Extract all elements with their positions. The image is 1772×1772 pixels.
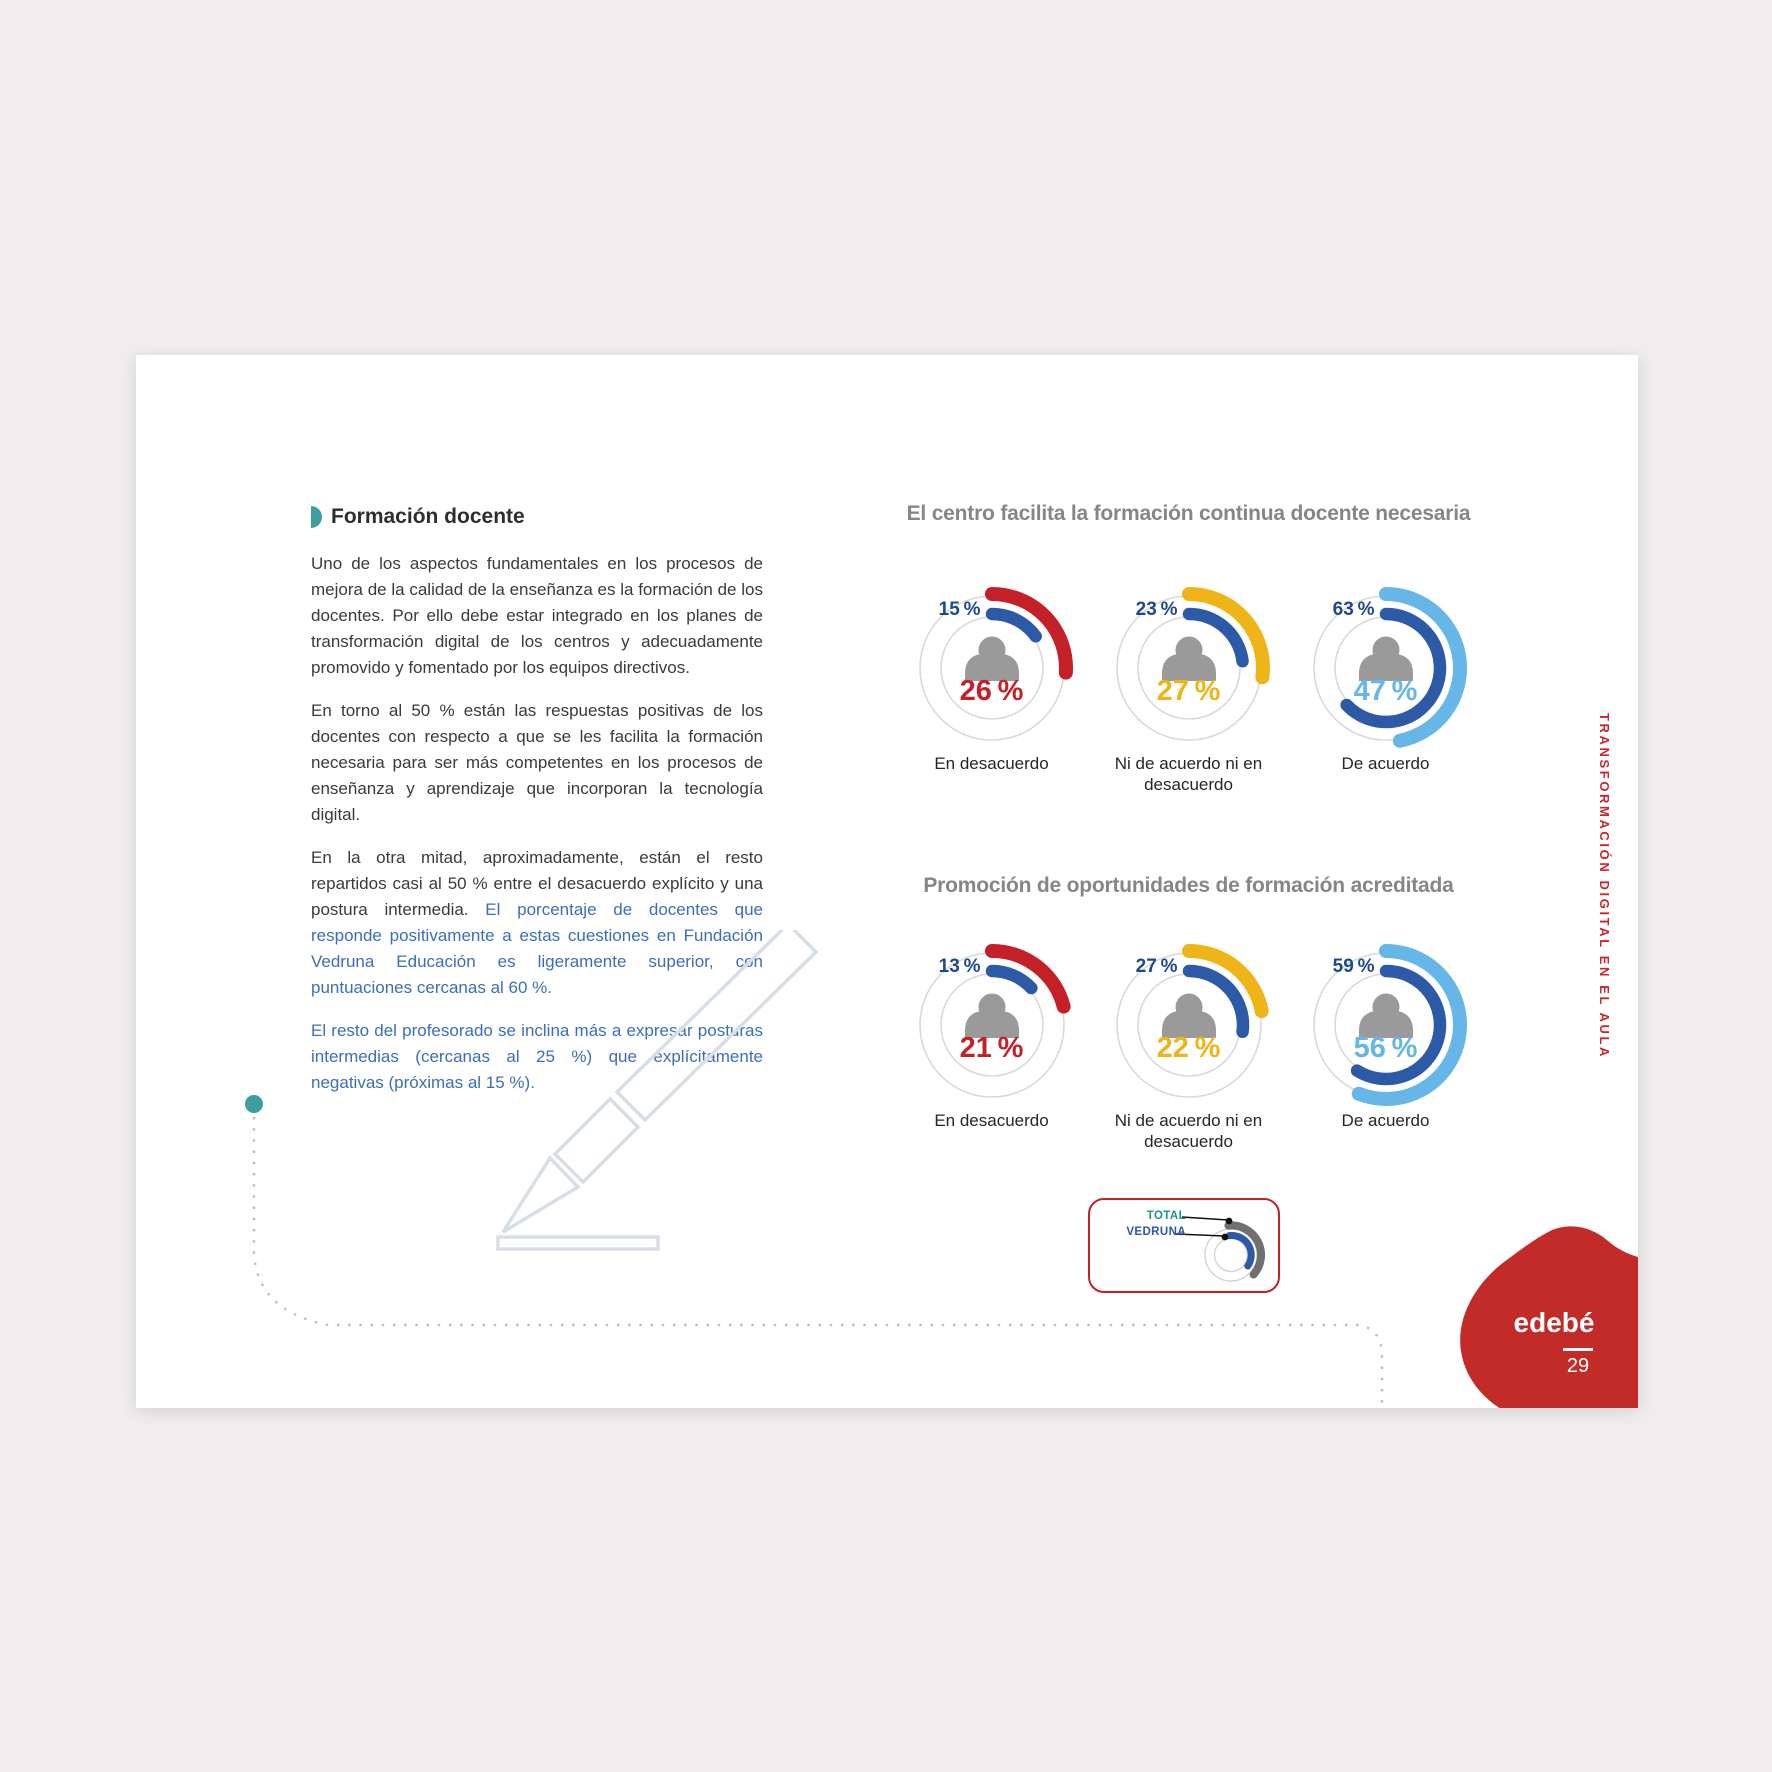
page-number: 29 xyxy=(1566,1355,1590,1377)
gauge-caption: En desacuerdo xyxy=(934,1111,1049,1130)
total-percentage: 56 % xyxy=(1353,1032,1418,1064)
chart-title-1: El centro facilita la formación continua docente necesaria xyxy=(906,502,1471,525)
chart-title-2: Promoción de oportunidades de formación acreditada xyxy=(923,874,1454,897)
gauge-cell xyxy=(893,573,1090,795)
text-column xyxy=(311,505,763,1113)
report-page xyxy=(136,355,1638,1408)
paragraph-1: Uno de los aspectos fundamentales en los procesos de mejora de la calidad de la enseñanza es la formación de los docentes. Por ello debe estar integrado en los planes de transformación digital de los centros y adecuadamente promovido y fomentado por los equipos directivos. xyxy=(311,554,763,677)
donut-gauge xyxy=(897,930,1087,1120)
section-heading xyxy=(311,505,763,529)
teal-dot-icon xyxy=(245,1095,263,1113)
paragraph-4: El resto del profesorado se inclina más a expresar posturas intermedias (cercanas al 25 %) que explícitamente negativas (próximas al 15 %). xyxy=(311,1021,763,1092)
vedruna-percentage: 63 % xyxy=(1332,599,1375,620)
vedruna-percentage: 59 % xyxy=(1332,956,1375,977)
section-heading-label: Formación docente xyxy=(331,505,525,528)
vedruna-percentage: 15 % xyxy=(938,599,981,620)
paragraph-3-black: En la otra mitad, aproximadamente, están el resto repartidos casi al 50 % entre el desacuerdo explícito y una postura intermedia. xyxy=(311,848,763,919)
total-percentage: 22 % xyxy=(1156,1032,1221,1064)
paragraph-3 xyxy=(311,845,763,1001)
paragraph-3-blue: El porcentaje de docentes que responde positivamente a estas cuestiones en Fundación Vedruna Educación es ligeramente superior, con puntuaciones cercanas al 60 %. xyxy=(311,900,763,997)
brand-logo: edebé xyxy=(1513,1307,1595,1338)
gauge-caption: En desacuerdo xyxy=(934,754,1049,773)
gauge-cell xyxy=(1287,930,1484,1152)
gauge-cell xyxy=(1287,573,1484,795)
total-percentage: 47 % xyxy=(1353,675,1418,707)
gauge-cell xyxy=(1090,573,1287,795)
legend-total-label: TOTAL xyxy=(1146,1210,1186,1222)
chart-legend xyxy=(1088,1198,1280,1293)
gauge-caption: Ni de acuerdo ni en desacuerdo xyxy=(1114,754,1263,794)
legend-vedruna-label: VEDRUNA xyxy=(1126,1226,1186,1238)
donut-gauge xyxy=(1094,930,1284,1120)
sidebar-vertical-title: TRANSFORMACIÓN DIGITAL EN EL AULA xyxy=(1597,713,1612,1060)
donut-gauge xyxy=(1291,573,1481,763)
vedruna-percentage: 13 % xyxy=(938,956,981,977)
donut-gauge xyxy=(1291,930,1481,1120)
gauge-cell xyxy=(1090,930,1287,1152)
total-percentage: 27 % xyxy=(1156,675,1221,707)
brand-blob xyxy=(1458,1225,1638,1408)
donut-gauge xyxy=(1094,573,1284,763)
gauge-caption: De acuerdo xyxy=(1341,1111,1430,1130)
total-percentage: 26 % xyxy=(959,675,1024,707)
gauge-cell xyxy=(893,930,1090,1152)
gauge-caption: Ni de acuerdo ni en desacuerdo xyxy=(1114,1111,1263,1151)
total-percentage: 21 % xyxy=(959,1032,1024,1064)
paragraph-2: En torno al 50 % están las respuestas positivas de los docentes con respecto a que se les facilita la formación necesaria para ser más competentes en los procesos de enseñanza y aprendizaje que incorporan la tecnología digital. xyxy=(311,701,763,824)
gauge-caption: De acuerdo xyxy=(1341,754,1430,773)
vedruna-percentage: 23 % xyxy=(1135,599,1178,620)
gauges-row-2 xyxy=(893,930,1484,1152)
donut-gauge xyxy=(897,573,1087,763)
teal-halfcircle-bullet-icon xyxy=(311,506,322,528)
vedruna-percentage: 27 % xyxy=(1135,956,1178,977)
page-number-divider xyxy=(1563,1348,1593,1351)
gauges-row-1 xyxy=(893,573,1484,795)
